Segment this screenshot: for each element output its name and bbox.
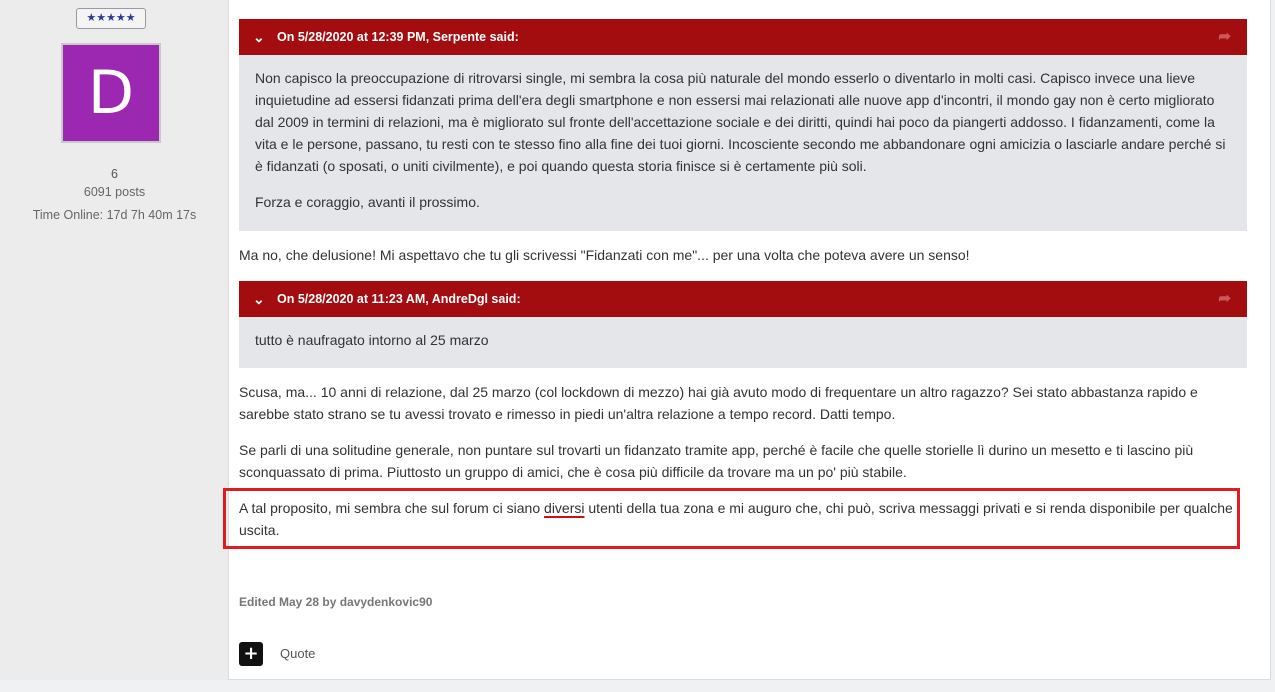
author-panel: [0, 0, 229, 680]
reply-paragraph: Scusa, ma... 10 anni di relazione, dal 25 marzo (col lockdown di mezzo) hai già avuto modo di frequentare un altro ragazzo? Sei stato abbastanza rapido e sarebbe stato strano se tu avessi trovato e rimesso in piedi un'altra relazione a tempo record. Datti tempo.: [239, 384, 1198, 422]
post-content: [229, 0, 1271, 680]
author-rank: 6: [111, 167, 118, 181]
chevron-down-icon[interactable]: ⌄: [253, 291, 265, 307]
rank-stars-badge: ★★★★★: [76, 8, 146, 29]
share-arrow-icon[interactable]: ➦: [1218, 28, 1231, 45]
author-time-online: Time Online: 17d 7h 40m 17s: [32, 208, 197, 222]
quote-body-andredgl: [239, 317, 1247, 368]
reply-text-segment: A tal proposito, mi sembra che sul forum ci siano: [239, 500, 545, 516]
multiquote-plus-button[interactable]: +: [239, 642, 263, 666]
quote-body-serpente: [239, 55, 1247, 231]
reply-text-segment: utenti della tua zona e mi auguro che, chi può, scriva messaggi privati e si renda disponibile per qualche uscita.: [239, 500, 1233, 538]
chevron-down-icon[interactable]: ⌄: [253, 29, 265, 45]
quote-paragraph: Forza e coraggio, avanti il prossimo.: [255, 194, 480, 210]
share-arrow-icon[interactable]: ➦: [1218, 290, 1231, 307]
underlined-word: diversi: [544, 500, 585, 516]
avatar[interactable]: D: [61, 43, 161, 143]
author-post-count: 6091 posts: [83, 185, 146, 199]
quote-header-serpente[interactable]: [239, 19, 1247, 55]
quote-paragraph: tutto è naufragato intorno al 25 marzo: [255, 332, 489, 348]
quote-citation: On 5/28/2020 at 11:23 AM, AndreDgl said:: [277, 292, 521, 306]
highlighted-reply-paragraph: [239, 497, 1251, 541]
quote-header-andredgl[interactable]: [239, 281, 1247, 317]
edited-notice: Edited May 28 by davydenkovic90: [239, 595, 433, 609]
quote-button[interactable]: Quote: [280, 646, 316, 661]
reply-paragraph: Se parli di una solitudine generale, non puntare sul trovarti un fidanzato tramite app, perché è facile che quelle storielle lì durino un mesetto e ti lascino più sconquassato di prima. Piuttosto un gruppo di amici, che è cosa più difficile da trovare ma un po' più stabile.: [239, 442, 1194, 480]
quote-citation: On 5/28/2020 at 12:39 PM, Serpente said:: [277, 30, 519, 44]
reply-paragraph: Ma no, che delusione! Mi aspettavo che tu gli scrivessi "Fidanzati con me"... per una volta che poteva avere un senso!: [239, 247, 970, 263]
quote-paragraph: Non capisco la preoccupazione di ritrovarsi single, mi sembra la cosa più naturale del mondo esserlo o diventarlo in molti casi. Capisco invece una lieve inquietudine ad essersi fidanzati prima dell'era degli smartphone e non essersi mai relazionati alle nuove app d'incontri, il mondo gay non è certo migliorato dal 2009 in termini di relazioni, ma è migliorato sul fronte dell'accettazione sociale e dei diritti, quindi hai poco da piangerti addosso. I fidanzamenti, come la vita e le persone, passano, tu resti con te stesso fino alla fine dei tuoi giorni. Incosciente secondo me abbandonare ogni amicizia o lasciarle andare perché si è fidanzati (o sposati, o uniti civilmente), e poi quando questa storia finisce si è certamente più soli.: [255, 70, 1226, 174]
